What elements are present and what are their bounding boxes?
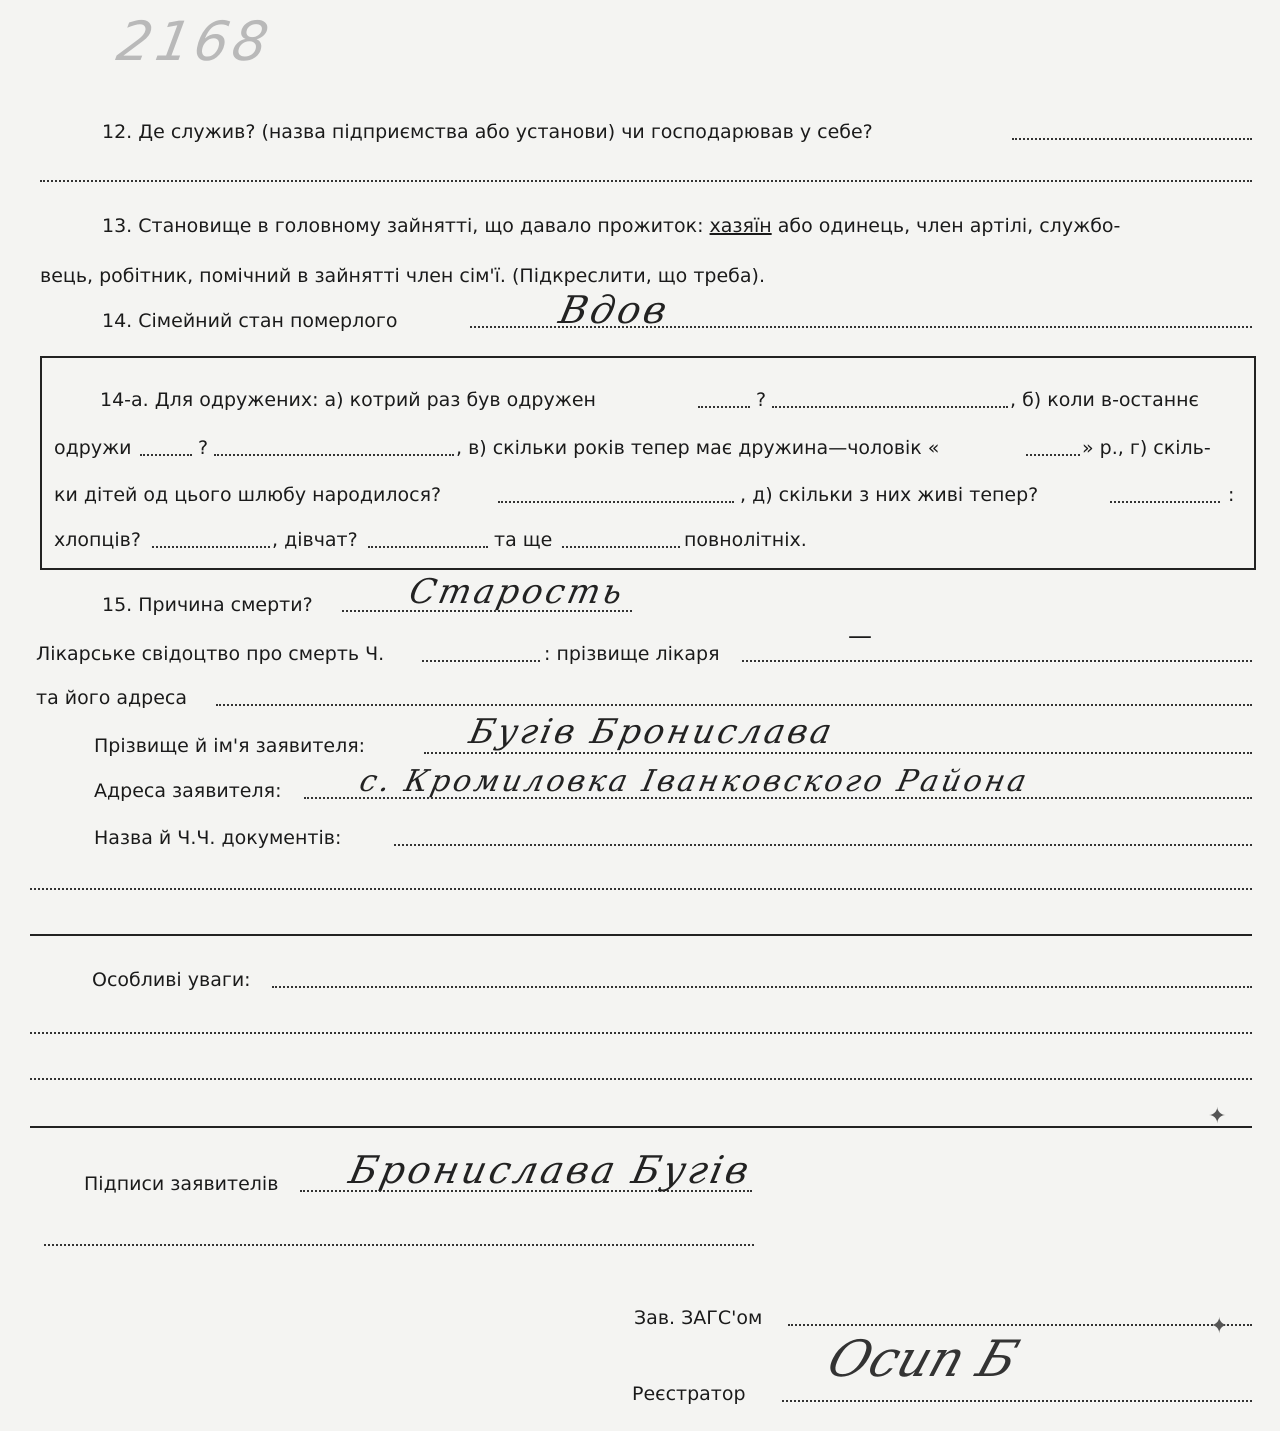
q14a-line-1-blank[interactable] bbox=[772, 406, 1008, 408]
remarks-line-2[interactable] bbox=[30, 1032, 1252, 1034]
q14a-line-2a: одружи bbox=[54, 437, 132, 459]
applicant-name-line[interactable] bbox=[424, 752, 1252, 754]
q14a-boys-line[interactable] bbox=[152, 546, 270, 548]
q14-handwritten-value: Вдов bbox=[555, 288, 674, 332]
q12-label: 12. Де служив? (назва підприємства або установи) чи господарював у себе? bbox=[102, 121, 873, 143]
remarks-label: Особливі уваги: bbox=[92, 969, 251, 991]
registrar-label: Реєстратор bbox=[632, 1383, 746, 1405]
q14a-line-3a: ки дітей од цього шлюбу народилося? bbox=[54, 484, 442, 506]
q14-label: 14. Сімейний стан померлого bbox=[102, 310, 398, 332]
q13-line-2: вець, робітник, помічний в зайнятті член сім'ї. (Підкреслити, що треба). bbox=[40, 265, 765, 287]
head-zags-line[interactable] bbox=[788, 1324, 1252, 1326]
q14a-line-1q: ? bbox=[756, 389, 767, 411]
q13-line-1-prefix: 13. Становище в головному зайнятті, що давало прожиток: bbox=[102, 215, 710, 237]
remarks-line-1[interactable] bbox=[272, 986, 1252, 988]
q13-line-1 bbox=[102, 214, 1120, 238]
ink-mark-icon: ✦ bbox=[1210, 1314, 1229, 1339]
q14a-children-alive-line[interactable] bbox=[1110, 501, 1220, 503]
q12-answer-line[interactable] bbox=[1012, 138, 1252, 140]
registrar-signature: Осип Б bbox=[820, 1330, 1026, 1388]
q14a-line-4a: хлопців? bbox=[54, 529, 141, 551]
q14a-line-4d: повнолітніх. bbox=[684, 529, 807, 551]
doctor-cert-number-line[interactable] bbox=[422, 660, 540, 662]
doctor-name-line[interactable] bbox=[742, 660, 1252, 662]
q14a-line-2c: » р., г) скіль- bbox=[1082, 437, 1211, 459]
q14a-last-married-line[interactable] bbox=[140, 454, 192, 456]
q14a-spouse-age-line[interactable] bbox=[1026, 454, 1080, 456]
documents-label: Назва й Ч.Ч. документів: bbox=[94, 827, 342, 849]
signatures-line-2[interactable] bbox=[44, 1244, 754, 1246]
q14a-line-2q: ? bbox=[198, 437, 209, 459]
q15-label: 15. Причина смерти? bbox=[102, 594, 313, 616]
q14a-line-4b: , дівчат? bbox=[272, 529, 358, 551]
q12-answer-line-2[interactable] bbox=[40, 180, 1252, 182]
doctor-address-line[interactable] bbox=[216, 704, 1252, 706]
q15-handwritten-value: Старость bbox=[405, 572, 629, 612]
applicant-address-value: с. Кромиловка Іванковского Района bbox=[356, 764, 1033, 799]
ink-mark-icon: ✦ bbox=[1208, 1104, 1227, 1129]
q14a-line-2-blank[interactable] bbox=[214, 454, 454, 456]
section-divider-2 bbox=[30, 1126, 1252, 1128]
q13-underlined-option: хазяїн bbox=[709, 215, 772, 237]
q14a-times-married-line[interactable] bbox=[698, 406, 750, 408]
q14a-line-3b: , д) скільки з них живі тепер? bbox=[740, 484, 1039, 506]
q13-line-1-suffix: або одинець, член артілі, службо- bbox=[771, 215, 1121, 237]
head-zags-label: Зав. ЗАГС'ом bbox=[634, 1307, 763, 1329]
q14a-line-1a: 14-а. Для одружених: а) котрий раз був одружен bbox=[100, 389, 596, 411]
signatures-value: Бронислава Бугів bbox=[345, 1148, 756, 1192]
remarks-line-3[interactable] bbox=[30, 1078, 1252, 1080]
q14a-line-1b: , б) коли в-останнє bbox=[1010, 389, 1199, 411]
documents-line[interactable] bbox=[394, 844, 1252, 846]
q14a-girls-line[interactable] bbox=[368, 546, 488, 548]
applicant-name-value: Бугів Бронислава bbox=[465, 712, 839, 752]
signatures-label: Підписи заявителів bbox=[84, 1173, 279, 1195]
doctor-name-dash: — bbox=[848, 622, 872, 650]
q14a-adults-line[interactable] bbox=[562, 546, 680, 548]
archive-stamp-number: 2168 bbox=[112, 10, 277, 73]
q14a-children-born-line[interactable] bbox=[498, 501, 734, 503]
q14a-line-4c: та ще bbox=[494, 529, 553, 551]
applicant-address-label: Адреса заявителя: bbox=[94, 780, 282, 802]
section-divider-1 bbox=[30, 934, 1252, 936]
q14a-line-3c: : bbox=[1228, 484, 1235, 506]
doctor-cert-separator: : прізвище лікаря bbox=[544, 643, 720, 665]
applicant-name-label: Прізвище й ім'я заявителя: bbox=[94, 735, 366, 757]
doctor-address-label: та його адреса bbox=[36, 687, 187, 709]
documents-line-2[interactable] bbox=[30, 888, 1252, 890]
registrar-line[interactable] bbox=[782, 1400, 1252, 1402]
doctor-cert-label: Лікарське свідоцтво про смерть Ч. bbox=[36, 643, 385, 665]
q14a-line-2b: , в) скільки років тепер має дружина—чоловік « bbox=[456, 437, 940, 459]
